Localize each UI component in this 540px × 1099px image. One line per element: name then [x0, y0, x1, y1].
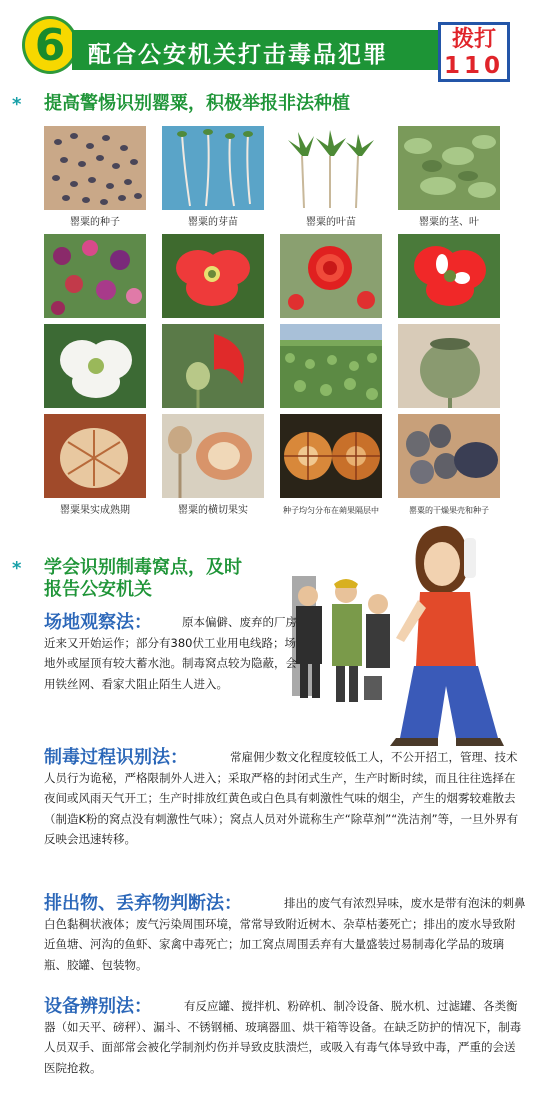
redwhite-image: [398, 234, 500, 318]
white-single-image: [44, 324, 146, 408]
photo-field: [280, 324, 382, 427]
illustration-reporting: [292, 516, 530, 746]
berry-stage-image: [398, 324, 500, 408]
photo-pink-single: [162, 234, 264, 337]
photo-red-double: [280, 234, 382, 337]
wilting-image: [162, 324, 264, 408]
method-text: 排出的废气有浓烈异味，废水是带有泡沫的刺鼻白色黏稠状液体；废气污染周围环境，常常导致附近树木、杂草枯萎死亡；排出的废水导致附近鱼塘、河沟的鱼虾、家禽中毒死亡；加工窝点周围丢弃有大量盛装过易制毒化学品的玻璃瓶、胶罐、包装物。: [44, 896, 526, 972]
sprouts-image: [162, 126, 264, 210]
method-title: 场地观察法：: [44, 612, 152, 633]
photo-dry-husks: [398, 414, 500, 517]
method-text: 原本偏僻、废弃的厂房近来又开始运作；部分有380伏工业用电线路；场地外或屋顶有较大蓄水池。制毒窝点较为隐蔽，会用铁丝网、看家犬阻止陌生人进入。: [44, 615, 297, 691]
method-text: 有反应罐、搅拌机、粉碎机、制冷设备、脱水机、过滤罐、各类衡器（如天平、磅秤）、漏斗、不锈钢桶、玻璃器皿、烘干箱等设备。在缺乏防护的情况下，制毒人员双手、面部常会被化学制剂灼伤并导致皮肤溃烂，或吸入有毒气体导致中毒，严重的会送医院抢救。: [44, 999, 522, 1075]
method-title: 制毒过程识别法：: [44, 747, 188, 768]
red-double-image: [280, 234, 382, 318]
photo-redwhite: [398, 234, 500, 337]
method-title: 设备辨别法：: [44, 996, 152, 1017]
ripe-fruit-image: [44, 414, 146, 498]
title-bar: [72, 30, 438, 70]
photo-sprouts: [162, 126, 264, 229]
photo-caption: 罂粟的芽苗: [188, 217, 238, 228]
photo-caption: 罂粟的茎、叶: [419, 217, 479, 228]
cross-section-image: [162, 414, 264, 498]
photo-white-single: [44, 324, 146, 427]
photo-various-colors: [44, 234, 146, 337]
call-label: 拨打: [451, 27, 496, 52]
stems-leaves-image: [398, 126, 500, 210]
photo-leaf-seedlings: [280, 126, 382, 229]
photo-ripe-fruit: [44, 414, 146, 517]
method-text: 常雇佣少数文化程度较低工人，不公开招工，管理、技术人员行为诡秘，严格限制外人进入；采取严格的封闭式生产，生产时断时续，而且往往选择在夜间或风雨天气开工；生产时排放红黄色或白色具有刺激性气味的烟尘，产生的烟雾较难散去（制造K粉的窝点没有刺激性气味）；窝点人员对外谎称生产“除草剂”“洗洁剂”等，一旦外界有反映会迅速转移。: [44, 750, 519, 846]
section-number: 6: [34, 20, 66, 71]
dry-husks-image: [398, 414, 500, 498]
method-title: 排出物、丢弃物判断法：: [44, 893, 242, 914]
call-110-box: [438, 22, 510, 82]
photo-stems-leaves: [398, 126, 500, 229]
photo-seed-layers: [280, 414, 382, 517]
photo-caption: 罂粟的种子: [70, 217, 120, 228]
various-colors-image: [44, 234, 146, 318]
field-image: [280, 324, 382, 408]
leaf-seedlings-image: [280, 126, 382, 210]
photo-berry-stage: [398, 324, 500, 427]
seeds-image: [44, 126, 146, 210]
bullet-star-icon: *: [12, 558, 22, 579]
pink-single-image: [162, 234, 264, 318]
photo-caption: 罂粟的叶苗: [306, 217, 356, 228]
page-title: 配合公安机关打击毒品犯罪: [88, 42, 388, 68]
section1-heading: 提高警惕识别罂粟，积极举报非法种植: [44, 93, 350, 114]
photo-caption: 罂粟的干燥果壳和种子: [409, 506, 489, 515]
photo-cross-section: [162, 414, 264, 517]
photo-caption: 种子均匀分布在蒴果隔层中: [283, 506, 379, 515]
seed-layers-image: [280, 414, 382, 498]
photo-caption: 罂粟果实成熟期: [60, 505, 130, 516]
photo-wilting: [162, 324, 264, 427]
header-banner: [0, 0, 540, 98]
section2-heading-line2: 报告公安机关: [44, 579, 152, 600]
section2-heading-line1: 学会识别制毒窝点，及时: [44, 557, 242, 578]
photo-caption: 罂粟的横切果实: [178, 505, 248, 516]
call-number: 110: [443, 53, 504, 79]
bullet-star-icon: *: [12, 94, 22, 115]
section-number-badge: [22, 16, 78, 74]
photo-seeds: [44, 126, 146, 229]
